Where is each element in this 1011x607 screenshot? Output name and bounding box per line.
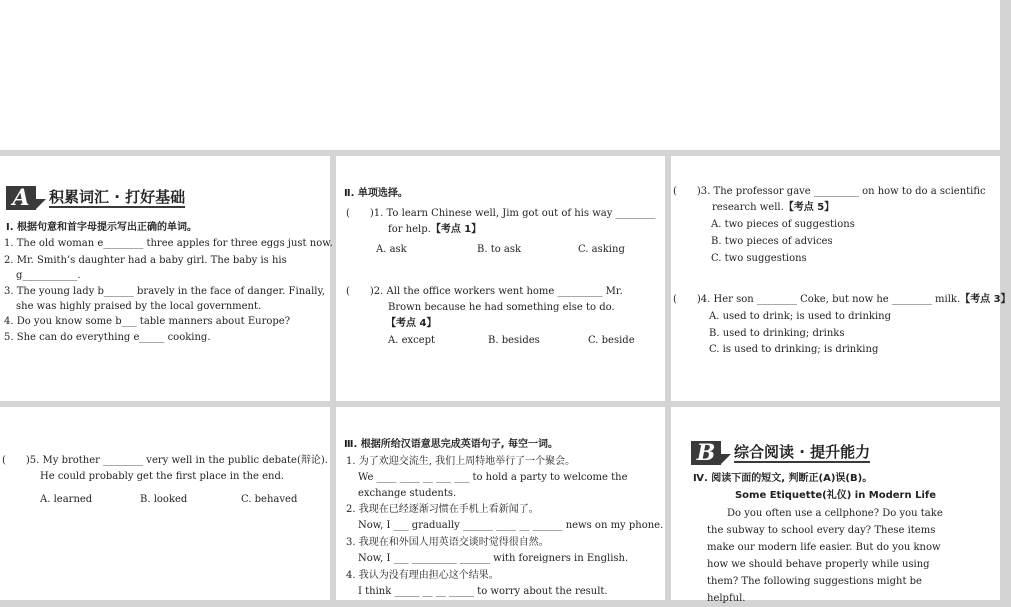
tr-4-en: I think _____ __ __ _____ to worry about the result. [358, 586, 608, 597]
q1-option-c: C. asking [578, 244, 625, 255]
panel-mc-1 [336, 156, 665, 401]
q4-stem-text: ( )4. Her son ________ Coke, but now he ________ milk. [673, 294, 961, 305]
q2-stem: ( )2. All the office workers went home _________ Mr. [346, 286, 623, 297]
q4-option-a: A. used to drink; is used to drinking [709, 311, 892, 322]
tr-3-en: Now, I ___ _________ ______ with foreigners in English. [358, 553, 629, 564]
q2-option-c: C. beside [588, 335, 635, 346]
q3-tag: 【考点 5】 [783, 202, 835, 213]
vocab-item-1: 1. The old woman e________ three apples for three eggs just now. [4, 238, 333, 249]
q4-option-c: C. is used to drinking; is drinking [709, 344, 879, 355]
badge-wedge-icon [36, 199, 46, 209]
q4-tag: 【考点 3】 [960, 294, 1011, 305]
q2-cont: Brown because he had something else to do. [388, 302, 615, 313]
q5-option-a: A. learned [40, 494, 93, 505]
tr-2-en: Now, I ___ gradually ______ ____ __ ______ news on my phone. [358, 520, 664, 531]
q1-stem: ( )1. To learn Chinese well, Jim got out of his way ________ [346, 208, 656, 219]
tr-1-en: We ____ ____ __ ___ ___ to hold a party to welcome the [358, 472, 628, 483]
q1-tag: 【考点 1】 [430, 224, 482, 235]
vocab-item-2-cont: g___________. [16, 270, 81, 281]
vocab-item-3-cont: she was highly praised by the local government. [16, 301, 262, 312]
panel-mc-3 [0, 407, 330, 600]
passage-title: Some Etiquette(礼仪) in Modern Life [734, 490, 937, 501]
panel-reading [671, 407, 1000, 604]
part3-title: Ⅲ. 根据所给汉语意思完成英语句子, 每空一词。 [344, 439, 559, 450]
q3-cont-text: research well. [712, 202, 784, 213]
page-top-margin [0, 0, 1000, 150]
q4-stem [673, 292, 1011, 308]
passage-line-6: helpful. [707, 593, 746, 604]
passage-line-5: them? The following suggestions might be [707, 576, 922, 587]
section-b-badge: B [691, 441, 721, 465]
section-a-title: 积累词汇 · 打好基础 [49, 187, 186, 206]
tr-1-en-cont: exchange students. [358, 488, 457, 499]
vocab-item-4: 4. Do you know some b___ table manners about Europe? [4, 316, 291, 327]
passage-line-1: Do you often use a cellphone? Do you take [727, 508, 943, 519]
panel-mc-2 [671, 156, 1011, 401]
tr-2-cn: 2. 我现在已经逐渐习惯在手机上看新闻了。 [346, 504, 539, 515]
badge-wedge-icon [721, 454, 731, 464]
section-a-badge: A [6, 186, 36, 210]
q5-option-c: C. behaved [241, 494, 298, 505]
panel-translation [336, 407, 665, 600]
q3-cont [712, 200, 834, 216]
tr-3-cn: 3. 我现在和外国人用英语交谈时觉得很自然。 [346, 537, 549, 548]
q1-cont-text: for help. [388, 224, 431, 235]
section-a-header [6, 186, 185, 210]
passage-line-3: make our modern life easier. But do you know [707, 542, 941, 553]
panel-vocabulary [0, 156, 333, 401]
q1-option-b: B. to ask [477, 244, 522, 255]
q5-option-b: B. looked [140, 494, 188, 505]
q1-option-a: A. ask [376, 244, 407, 255]
vocab-item-5: 5. She can do everything e_____ cooking. [4, 332, 211, 343]
q2-option-a: A. except [388, 335, 436, 346]
section-b-title: 综合阅读 · 提升能力 [734, 442, 871, 461]
part2-title: Ⅱ. 单项选择。 [344, 188, 408, 199]
vocab-item-3: 3. The young lady b______ bravely in the face of danger. Finally, [4, 286, 325, 297]
q2-tag: 【考点 4】 [386, 318, 437, 329]
q5-cont: He could probably get the first place in the end. [40, 471, 285, 482]
passage-line-2: the subway to school every day? These items [707, 525, 936, 536]
part1-title: Ⅰ. 根据句意和首字母提示写出正确的单词。 [6, 222, 198, 233]
q3-stem: ( )3. The professor gave _________ on how to do a scientific [673, 186, 986, 197]
section-b-header [691, 441, 870, 465]
q1-cont [388, 222, 481, 238]
q3-option-b: B. two pieces of advices [711, 236, 833, 247]
q3-option-a: A. two pieces of suggestions [711, 219, 855, 230]
tr-1-cn: 1. 为了欢迎交流生, 我们上周特地举行了一个聚会。 [346, 456, 576, 467]
q2-option-b: B. besides [488, 335, 540, 346]
passage-line-4: how we should behave properly while using [707, 559, 930, 570]
q5-stem: ( )5. My brother ________ very well in the public debate(辩论). [2, 455, 328, 466]
q3-option-c: C. two suggestions [711, 253, 807, 264]
tr-4-cn: 4. 我认为没有理由担心这个结果。 [346, 570, 499, 581]
q4-option-b: B. used to drinking; drinks [709, 328, 845, 339]
vocab-item-2: 2. Mr. Smith’s daughter had a baby girl. The baby is his [4, 255, 287, 266]
part4-title: Ⅳ. 阅读下面的短文, 判断正(A)误(B)。 [693, 473, 873, 484]
